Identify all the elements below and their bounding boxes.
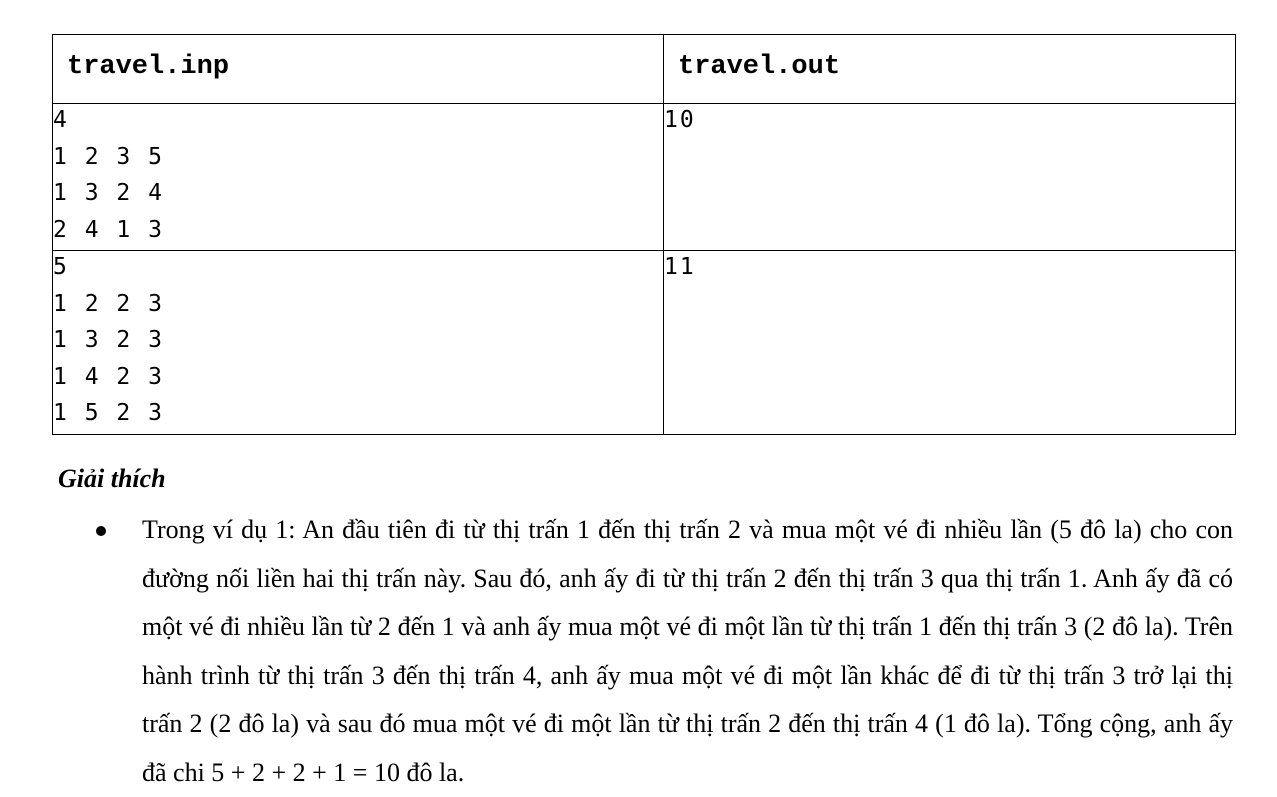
input-line: 1 3 2 3 [53, 327, 164, 353]
input-file-header: travel.inp [53, 35, 664, 104]
explanation-section [58, 460, 1233, 797]
sample-io-table [52, 34, 1236, 435]
list-item [58, 506, 1233, 797]
input-line: 1 2 3 5 [53, 143, 164, 170]
input-line: 1 3 2 4 [53, 180, 164, 206]
input-line: 5 [53, 254, 69, 280]
sample-1-input [53, 104, 664, 251]
sample-1-output [664, 104, 1236, 251]
bullet-icon [96, 526, 106, 536]
input-line: 4 [53, 107, 69, 133]
output-line: 10 [664, 107, 696, 133]
output-line: 11 [664, 254, 696, 280]
input-line: 1 2 2 3 [53, 290, 164, 317]
table-row [53, 251, 1236, 435]
input-line: 2 4 1 3 [53, 216, 164, 243]
table-header-row [53, 35, 1236, 104]
sample-2-output [664, 251, 1236, 435]
explanation-text: Trong ví dụ 1: An đầu tiên đi từ thị trấn 1 đến thị trấn 2 và mua một vé đi nhiều lần (5 đô la) cho con đường nối liền hai thị trấn này. Sau đó, anh ấy đi từ thị trấn 2 đến thị trấn 3 qua thị trấn 1. Anh ấy đã có một vé đi nhiều lần từ 2 đến 1 và anh ấy mua một vé đi một lần từ thị trấn 1 đến thị trấn 3 (2 đô la). Trên hành trình từ thị trấn 3 đến thị trấn 4, anh ấy mua một vé đi một lần khác để đi từ thị trấn 3 trở lại thị trấn 2 (2 đô la) và sau đó mua một vé đi một lần từ thị trấn 2 đến thị trấn 4 (1 đô la). Tổng cộng, anh ấy đã chi 5 + 2 + 2 + 1 = 10 đô la. [142, 515, 1233, 787]
explanation-title: Giải thích [58, 464, 166, 493]
output-file-header: travel.out [664, 35, 1236, 104]
sample-2-input [53, 251, 664, 435]
input-line: 1 4 2 3 [53, 363, 164, 390]
table-row [53, 104, 1236, 251]
input-line: 1 5 2 3 [53, 400, 164, 426]
